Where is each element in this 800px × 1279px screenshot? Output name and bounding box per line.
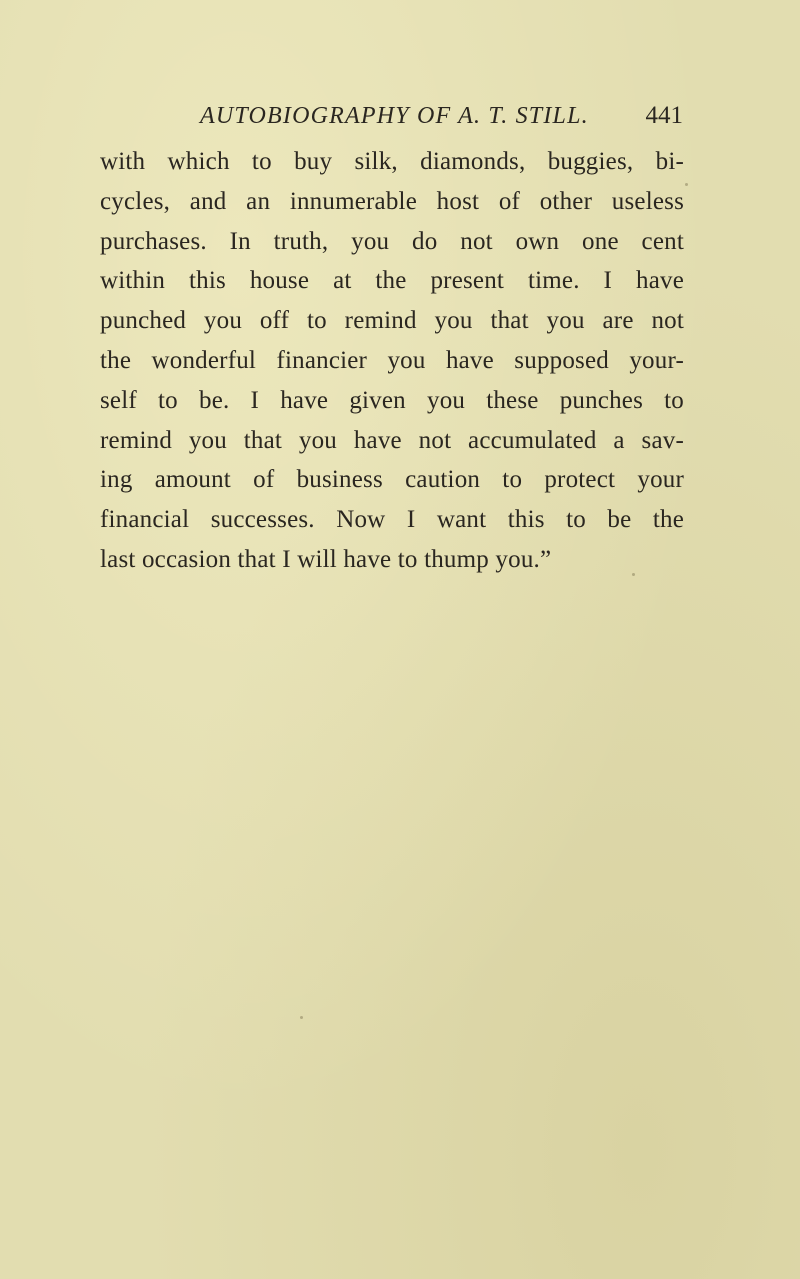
paper-speck: [300, 1016, 303, 1019]
text-line: last occasion that I will have to thump you.”: [100, 545, 552, 573]
page-number: 441: [645, 102, 683, 129]
text-line: financial successes. Now I want this to be the: [100, 506, 684, 534]
text-line: cycles, and an innumerable host of other useless: [100, 187, 684, 215]
text-line: purchases. In truth, you do not own one cent: [100, 227, 684, 255]
page-header: [200, 99, 683, 133]
paper-speck: [632, 573, 635, 576]
text-line: ing amount of business caution to protect your: [100, 466, 684, 494]
paper-speck: [685, 183, 688, 186]
text-line: punched you off to remind you that you are not: [100, 307, 684, 335]
text-line: with which to buy silk, diamonds, buggies, bi-: [100, 148, 684, 175]
text-line: remind you that you have not accumulated a sav-: [100, 426, 684, 454]
text-line: self to be. I have given you these punches to: [100, 386, 684, 414]
body-text: [100, 142, 684, 580]
text-line: within this house at the present time. I have: [100, 267, 684, 295]
running-head: AUTOBIOGRAPHY OF A. T. STILL.: [200, 103, 589, 129]
text-line: the wonderful financier you have supposed your-: [100, 346, 684, 374]
